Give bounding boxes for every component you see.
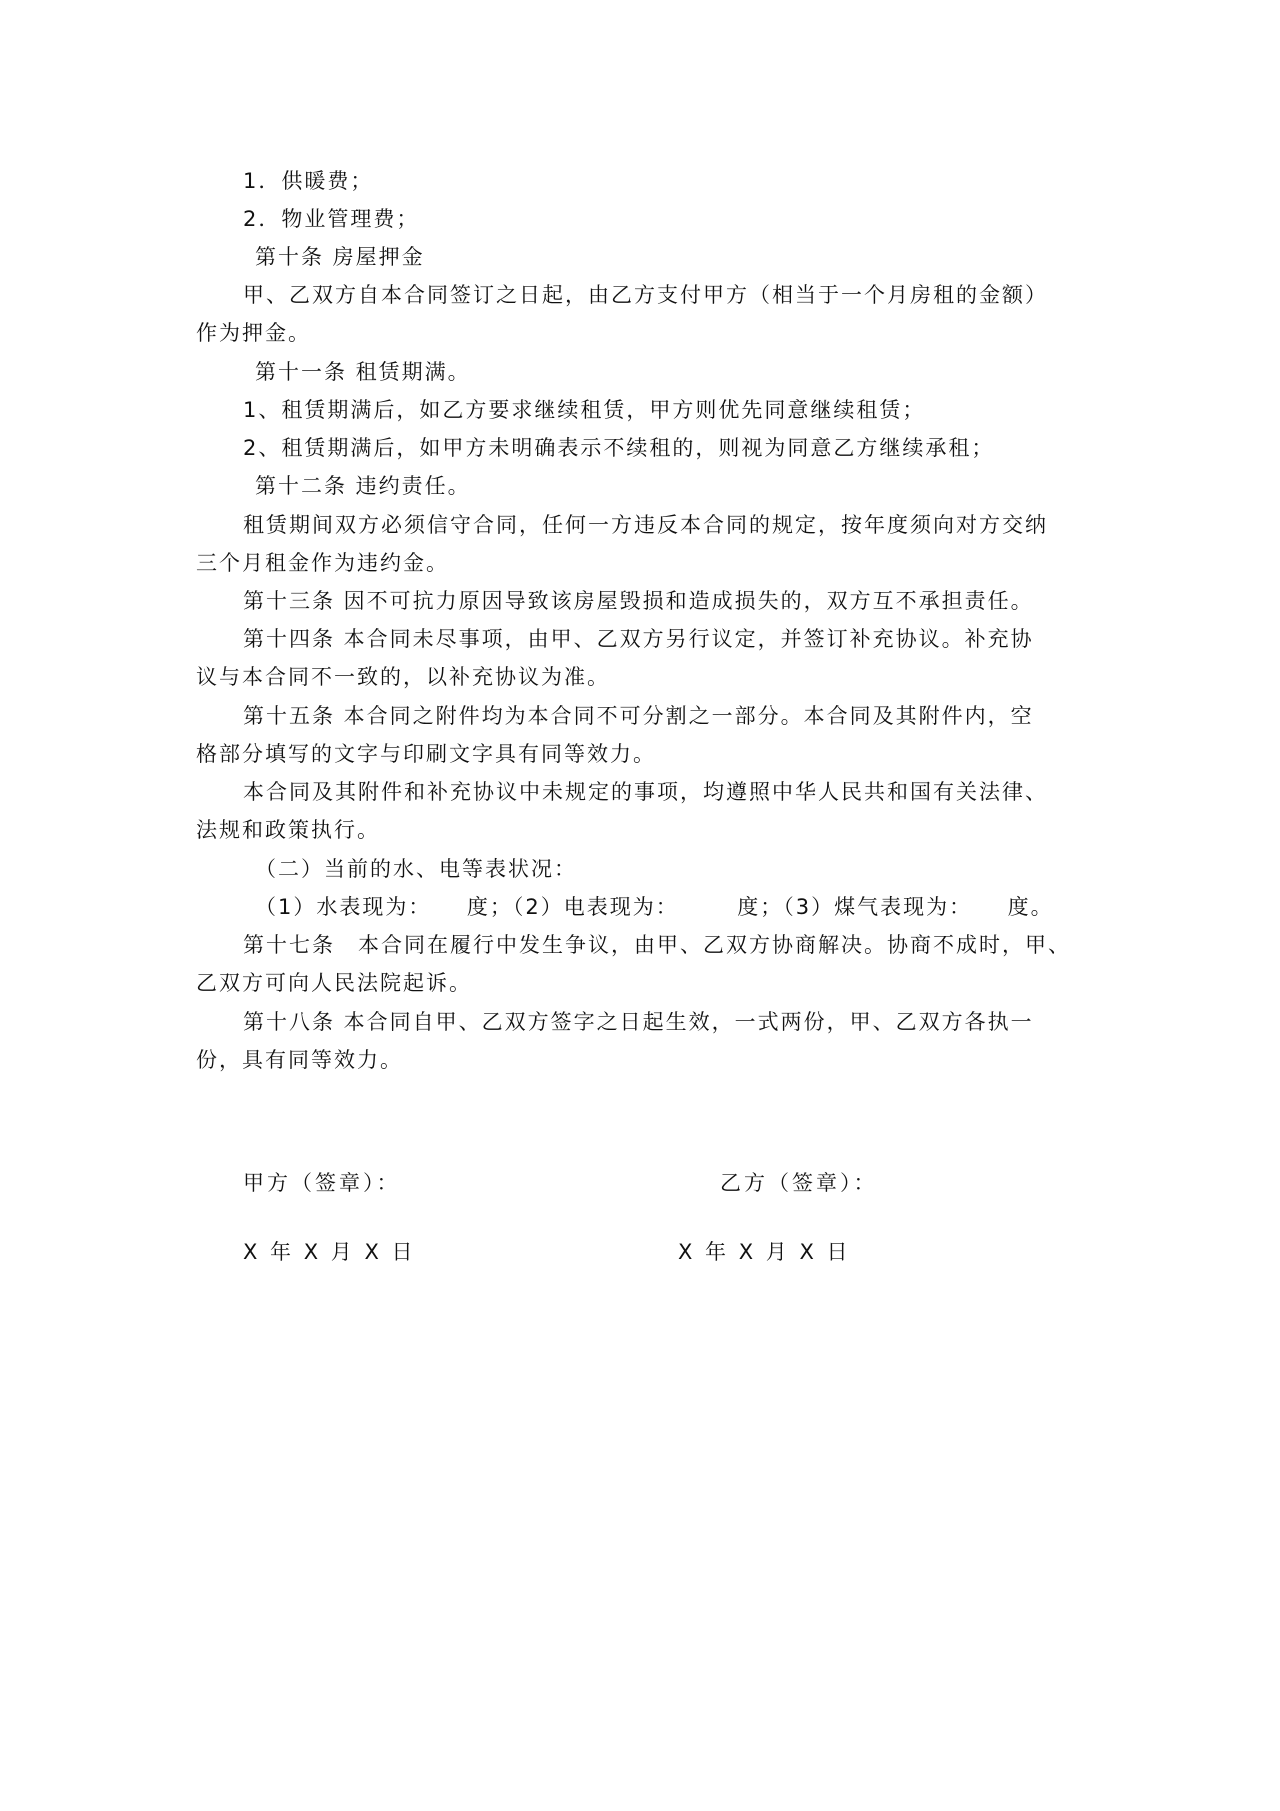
- article-14-line-2: 议与本合同不一致的，以补充协议为准。: [196, 665, 610, 689]
- list-item-heating-fee: 1．供暖费；: [243, 169, 374, 193]
- article-10-heading: 第十条 房屋押金: [255, 245, 425, 269]
- party-a-signature-label: 甲方（签章）：: [243, 1171, 401, 1195]
- party-a-date: X 年 X 月 X 日: [243, 1240, 416, 1264]
- article-11-item-1: 1、租赁期满后，如乙方要求继续租赁，甲方则优先同意继续租赁；: [243, 398, 926, 422]
- party-b-date: X 年 X 月 X 日: [678, 1240, 851, 1264]
- article-17-line-1: 第十七条 本合同在履行中发生争议，由甲、乙双方协商解决。协商不成时，甲、: [243, 933, 1071, 957]
- article-18-line-2: 份，具有同等效力。: [196, 1048, 403, 1072]
- law-clause-line-1: 本合同及其附件和补充协议中未规定的事项，均遵照中华人民共和国有关法律、: [243, 780, 1048, 804]
- article-14-line-1: 第十四条 本合同未尽事项，由甲、乙双方另行议定，并签订补充协议。补充协: [243, 627, 1034, 651]
- article-13: 第十三条 因不可抗力原因导致该房屋毁损和造成损失的，双方互不承担责任。: [243, 589, 1034, 613]
- meter-status-heading: （二）当前的水、电等表状况：: [255, 857, 577, 881]
- party-b-signature-label: 乙方（签章）：: [720, 1171, 878, 1195]
- list-item-property-fee: 2．物业管理费；: [243, 207, 420, 231]
- article-17-line-2: 乙双方可向人民法院起诉。: [196, 971, 472, 995]
- meter-readings: （1）水表现为： 度；（2）电表现为： 度；（3）煤气表现为： 度。: [255, 895, 1054, 919]
- law-clause-line-2: 法规和政策执行。: [196, 818, 380, 842]
- article-12-body-line-2: 三个月租金作为违约金。: [196, 551, 449, 575]
- article-12-heading: 第十二条 违约责任。: [255, 474, 471, 498]
- article-10-body-line-2: 作为押金。: [196, 321, 311, 345]
- article-15-line-2: 格部分填写的文字与印刷文字具有同等效力。: [196, 742, 656, 766]
- article-15-line-1: 第十五条 本合同之附件均为本合同不可分割之一部分。本合同及其附件内，空: [243, 704, 1034, 728]
- article-11-heading: 第十一条 租赁期满。: [255, 360, 471, 384]
- article-10-body-line-1: 甲、乙双方自本合同签订之日起，由乙方支付甲方（相当于一个月房租的金额）: [243, 283, 1048, 307]
- article-18-line-1: 第十八条 本合同自甲、乙双方签字之日起生效，一式两份，甲、乙双方各执一: [243, 1010, 1034, 1034]
- article-12-body-line-1: 租赁期间双方必须信守合同，任何一方违反本合同的规定，按年度须向对方交纳: [243, 513, 1048, 537]
- article-11-item-2: 2、租赁期满后，如甲方未明确表示不续租的，则视为同意乙方继续承租；: [243, 436, 995, 460]
